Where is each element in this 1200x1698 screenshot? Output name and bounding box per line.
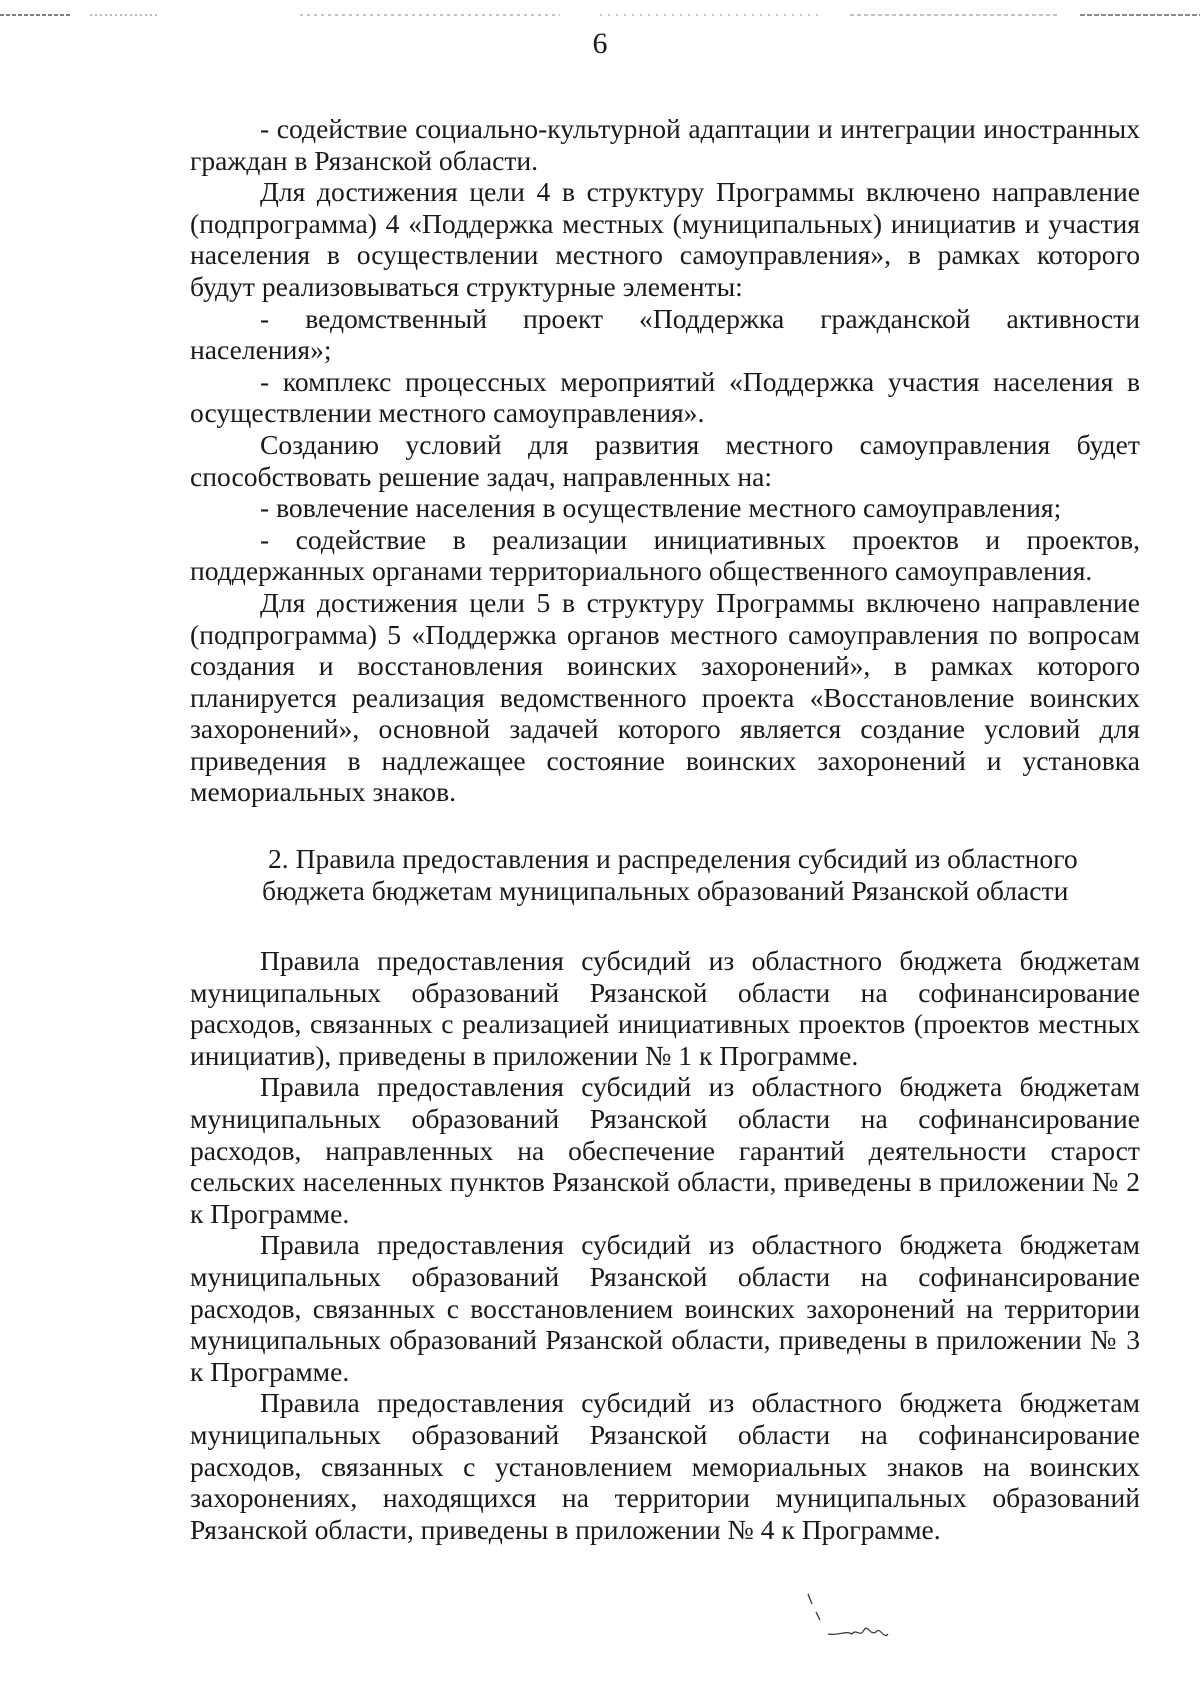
heading-line: бюджета бюджетам муниципальных образований Рязанской области xyxy=(262,874,1069,906)
paragraph: - комплекс процессных мероприятий «Поддержка участия населения в осуществлении местного самоуправления». xyxy=(190,365,1140,429)
handwritten-signature xyxy=(798,1590,908,1650)
paragraph: Правила предоставления субсидий из областного бюджета бюджетам муниципальных образований Рязанской области на софинансирование расходов, связанных с реализацией инициативных проектов (проектов местных инициатив), приведены в приложении № 1 к Программе. xyxy=(190,945,1140,1071)
paragraph: Правила предоставления субсидий из областного бюджета бюджетам муниципальных образований Рязанской области на софинансирование расходов, связанных с восстановлением воинских захоронений на территории муниципальных образований Рязанской области, приведены в приложении № 3 к Программе. xyxy=(190,1229,1140,1387)
paragraph: Для достижения цели 5 в структуру Программы включено направление (подпрограмма) 5 «Поддержка органов местного самоуправления по вопросам создания и восстановления воинских захоронений», в рамках которого планируется реализация ведомственного проекта «Восстановление воинских захоронений», основной задачей которого является создание условий для приведения в надлежащее состояние воинских захоронений и установка мемориальных знаков. xyxy=(190,586,1140,808)
paragraph: Созданию условий для развития местного самоуправления будет способствовать решение задач, направленных на: xyxy=(190,428,1140,492)
paragraph: Правила предоставления субсидий из областного бюджета бюджетам муниципальных образований Рязанской области на софинансирование расходов, связанных с установлением мемориальных знаков на воинских захоронениях, находящихся на территории муниципальных образований Рязанской области, приведены в приложении № 4 к Программе. xyxy=(190,1387,1140,1545)
section-2-text xyxy=(190,945,1140,1545)
paragraph: - содействие в реализации инициативных проектов и проектов, поддержанных органами территориального общественного самоуправления. xyxy=(190,523,1140,587)
heading-line: 2. Правила предоставления и распределения субсидий из областного xyxy=(268,843,1078,874)
section-1-text xyxy=(190,113,1140,808)
page-number: 6 xyxy=(592,27,608,60)
section-2-heading xyxy=(240,843,1140,906)
paragraph: Для достижения цели 4 в структуру Программы включено направление (подпрограмма) 4 «Поддержка местных (муниципальных) инициатив и участия населения в осуществлении местного самоуправления», в рамках которого будут реализовываться структурные элементы: xyxy=(190,176,1140,302)
paragraph: Правила предоставления субсидий из областного бюджета бюджетам муниципальных образований Рязанской области на софинансирование расходов, направленных на обеспечение гарантий деятельности старост сельских населенных пунктов Рязанской области, приведены в приложении № 2 к Программе. xyxy=(190,1071,1140,1229)
scan-edge-marks xyxy=(0,10,1200,20)
paragraph: - содействие социально-культурной адаптации и интеграции иностранных граждан в Рязанской области. xyxy=(190,113,1140,176)
paragraph: - ведомственный проект «Поддержка гражданской активности населения»; xyxy=(190,302,1140,366)
paragraph: - вовлечение населения в осуществление местного самоуправления; xyxy=(260,492,1062,524)
